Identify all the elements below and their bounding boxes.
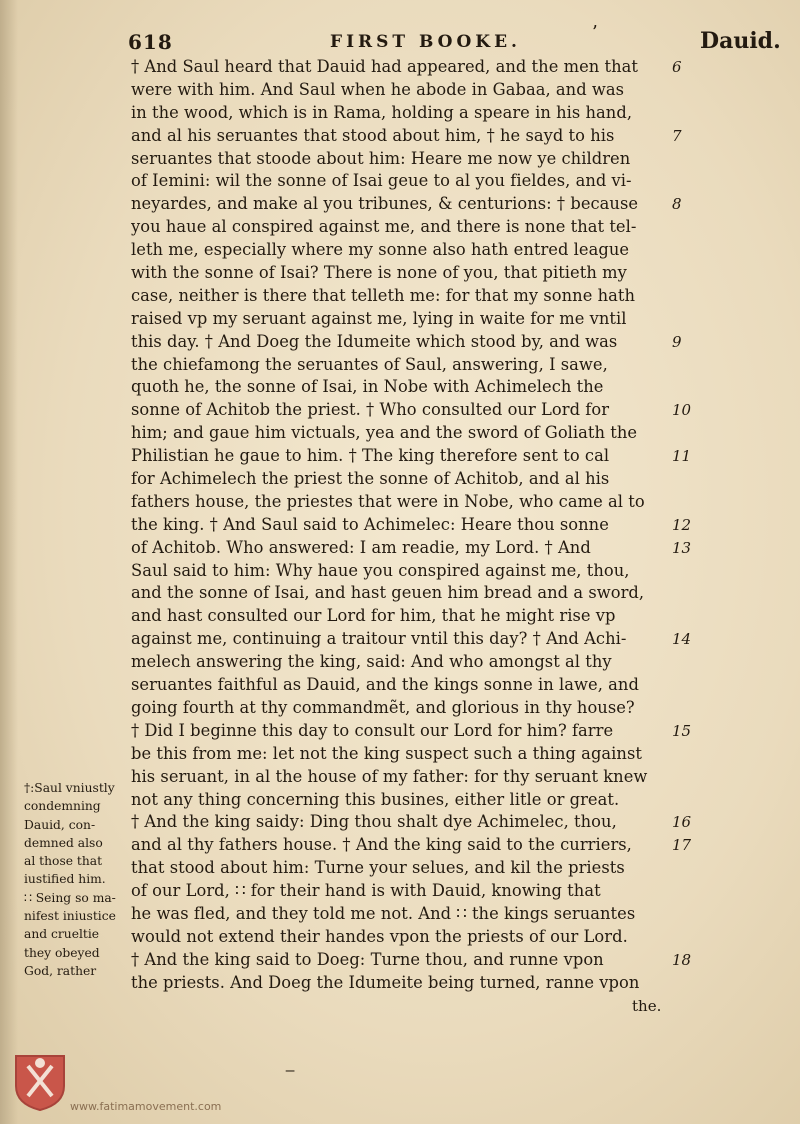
text-line: † Did I beginne this day to consult our Lord for him? farre	[131, 720, 614, 740]
watermark-url: www.fatimamovement.com	[70, 1100, 222, 1113]
main-text-block	[131, 56, 671, 995]
text-line: the priests. And Doeg the Idumeite being turned, ranne vpon	[131, 972, 640, 992]
verse-number	[672, 674, 712, 697]
verse-number	[672, 102, 712, 125]
text-line: with the sonne of Isai? There is none of you, that pitieth my	[131, 263, 627, 283]
text-line: would not extend their handes vpon the priests of our Lord.	[131, 926, 628, 946]
text-line: for Achimelech the priest the sonne of Achitob, and al his	[131, 469, 610, 489]
text-line: neyardes, and make al you tribunes, & centurions: † because	[131, 194, 639, 214]
page-number: 618	[128, 30, 173, 54]
text-line: you haue al conspired against me, and there is none that tel-	[131, 217, 637, 237]
text-line: fathers house, the priestes that were in Nobe, who came al to	[131, 491, 645, 511]
verse-number	[672, 216, 712, 239]
text-line: † And the king saidy: Ding thou shalt dye Achimelec, thou,	[131, 812, 617, 832]
text-line: and al thy fathers house. † And the king said to the curriers,	[131, 835, 632, 855]
text-line: seruantes that stoode about him: Heare me now ye children	[131, 148, 631, 168]
verse-number	[672, 651, 712, 674]
text-line: Philistian he gaue to him. † The king therefore sent to cal	[131, 446, 610, 466]
page-mark: ‒	[285, 1060, 296, 1079]
margin-note-line: Dauid, con-	[24, 817, 96, 832]
margin-note-line: al those that	[24, 854, 103, 869]
verse-number	[672, 605, 712, 628]
text-line: raised vp my seruant against me, lying in waite for me vntil	[131, 308, 627, 328]
verse-number: 13	[672, 538, 692, 557]
margin-note-line: condemning	[24, 799, 101, 814]
catchword: the.	[632, 997, 662, 1015]
page-gutter-shadow	[0, 0, 18, 1124]
text-line: of our Lord, ∷ for their hand is with Dauid, knowing that	[131, 881, 601, 901]
margin-note-line: demned also	[24, 835, 103, 850]
verse-number	[672, 903, 712, 926]
verse-number	[672, 880, 712, 903]
text-line: that stood about him: Turne your selues, and kil the priests	[131, 858, 625, 878]
verse-number	[672, 422, 712, 445]
verse-number	[672, 285, 712, 308]
verse-number	[672, 376, 712, 399]
text-line: the chiefamong the seruantes of Saul, answering, I sawe,	[131, 354, 608, 374]
margin-note-line: †:Saul vniustly	[24, 781, 115, 795]
verse-number	[672, 308, 712, 331]
verse-number	[672, 697, 712, 720]
text-line: † And the king said to Doeg: Turne thou, and runne vpon	[131, 949, 604, 969]
verse-number: 16	[672, 813, 692, 832]
verse-number	[672, 468, 712, 491]
verse-number: 14	[672, 630, 692, 649]
text-line: leth me, especially where my sonne also hath entred league	[131, 240, 630, 260]
verse-number	[672, 972, 712, 995]
text-line: were with him. And Saul when he abode in Gabaa, and was	[131, 79, 625, 99]
verse-number	[672, 582, 712, 605]
verse-number	[672, 857, 712, 880]
running-head-title: FIRST BOOKE.	[330, 32, 521, 52]
margin-note-line: nifest iniustice	[24, 909, 116, 924]
text-line: against me, continuing a traitour vntil this day? † And Achi-	[131, 629, 627, 649]
verse-number	[672, 926, 712, 949]
verse-number	[672, 262, 712, 285]
text-line: his seruant, in al the house of my father: for thy seruant knew	[131, 766, 648, 786]
text-line: in the wood, which is in Rama, holding a speare in his hand,	[131, 102, 633, 122]
text-line: not any thing concerning this busines, either litle or great.	[131, 789, 620, 809]
margin-note-line: God, rather	[24, 963, 97, 978]
text-line: the king. † And Saul said to Achimelec: Heare thou sonne	[131, 514, 609, 534]
text-line: him; and gaue him victuals, yea and the sword of Goliath the	[131, 423, 638, 443]
text-line: and the sonne of Isai, and hast geuen him bread and a sword,	[131, 583, 645, 603]
text-line: of Iemini: wil the sonne of Isai geue to al you fieldes, and vi-	[131, 171, 632, 191]
verse-number: 9	[672, 332, 682, 351]
verse-number: 8	[672, 195, 682, 214]
margin-note-line: iustified him.	[24, 872, 106, 887]
verse-number: 7	[672, 126, 682, 145]
running-head-book: Dauid.	[700, 28, 781, 54]
text-line: melech answering the king, said: And who amongst al thy	[131, 652, 612, 672]
verse-number: 17	[672, 836, 692, 855]
text-line: and al his seruantes that stood about him, † he sayd to his	[131, 125, 615, 145]
verse-number: 18	[672, 950, 692, 969]
text-line: he was fled, and they told me not. And ∷ the kings seruantes	[131, 903, 636, 923]
verse-number: 15	[672, 721, 692, 740]
verse-number: 11	[672, 447, 692, 466]
verse-number	[672, 766, 712, 789]
verse-number	[672, 354, 712, 377]
marginal-annotation	[24, 779, 134, 980]
text-line: quoth he, the sonne of Isai, in Nobe with Achimelech the	[131, 377, 604, 397]
text-line: and hast consulted our Lord for him, that he might rise vp	[131, 606, 616, 626]
text-line: † And Saul heard that Dauid had appeared, and the men that	[131, 57, 639, 76]
text-line: of Achitob. Who answered: I am readie, my Lord. † And	[131, 537, 591, 557]
verse-number	[672, 79, 712, 102]
text-line: seruantes faithful as Dauid, and the kings sonne in lawe, and	[131, 675, 639, 695]
papal-keys-seal-icon	[12, 1052, 68, 1112]
running-header	[128, 22, 788, 56]
text-line: going fourth at thy commandmẽt, and glorious in thy house?	[131, 697, 635, 717]
margin-note-line: they obeyed	[24, 945, 100, 960]
margin-note-line: and crueltie	[24, 927, 100, 942]
text-line: Saul said to him: Why haue you conspired against me, thou,	[131, 560, 630, 580]
verse-number	[672, 239, 712, 262]
text-line: sonne of Achitob the priest. † Who consulted our Lord for	[131, 400, 610, 420]
margin-note-line: ∷ Seing so ma-	[24, 890, 116, 905]
verse-number: 6	[672, 58, 682, 76]
header-mark: ’	[592, 22, 598, 43]
verse-number: 10	[672, 401, 692, 420]
verse-number	[672, 491, 712, 514]
text-line: be this from me: let not the king suspect such a thing against	[131, 743, 642, 763]
verse-number-column	[672, 56, 712, 995]
verse-number: 12	[672, 515, 692, 534]
text-line: case, neither is there that telleth me: for that my sonne hath	[131, 285, 636, 305]
verse-number	[672, 170, 712, 193]
verse-number	[672, 789, 712, 812]
verse-number	[672, 743, 712, 766]
text-line: this day. † And Doeg the Idumeite which stood by, and was	[131, 331, 618, 351]
verse-number	[672, 148, 712, 171]
verse-number	[672, 560, 712, 583]
